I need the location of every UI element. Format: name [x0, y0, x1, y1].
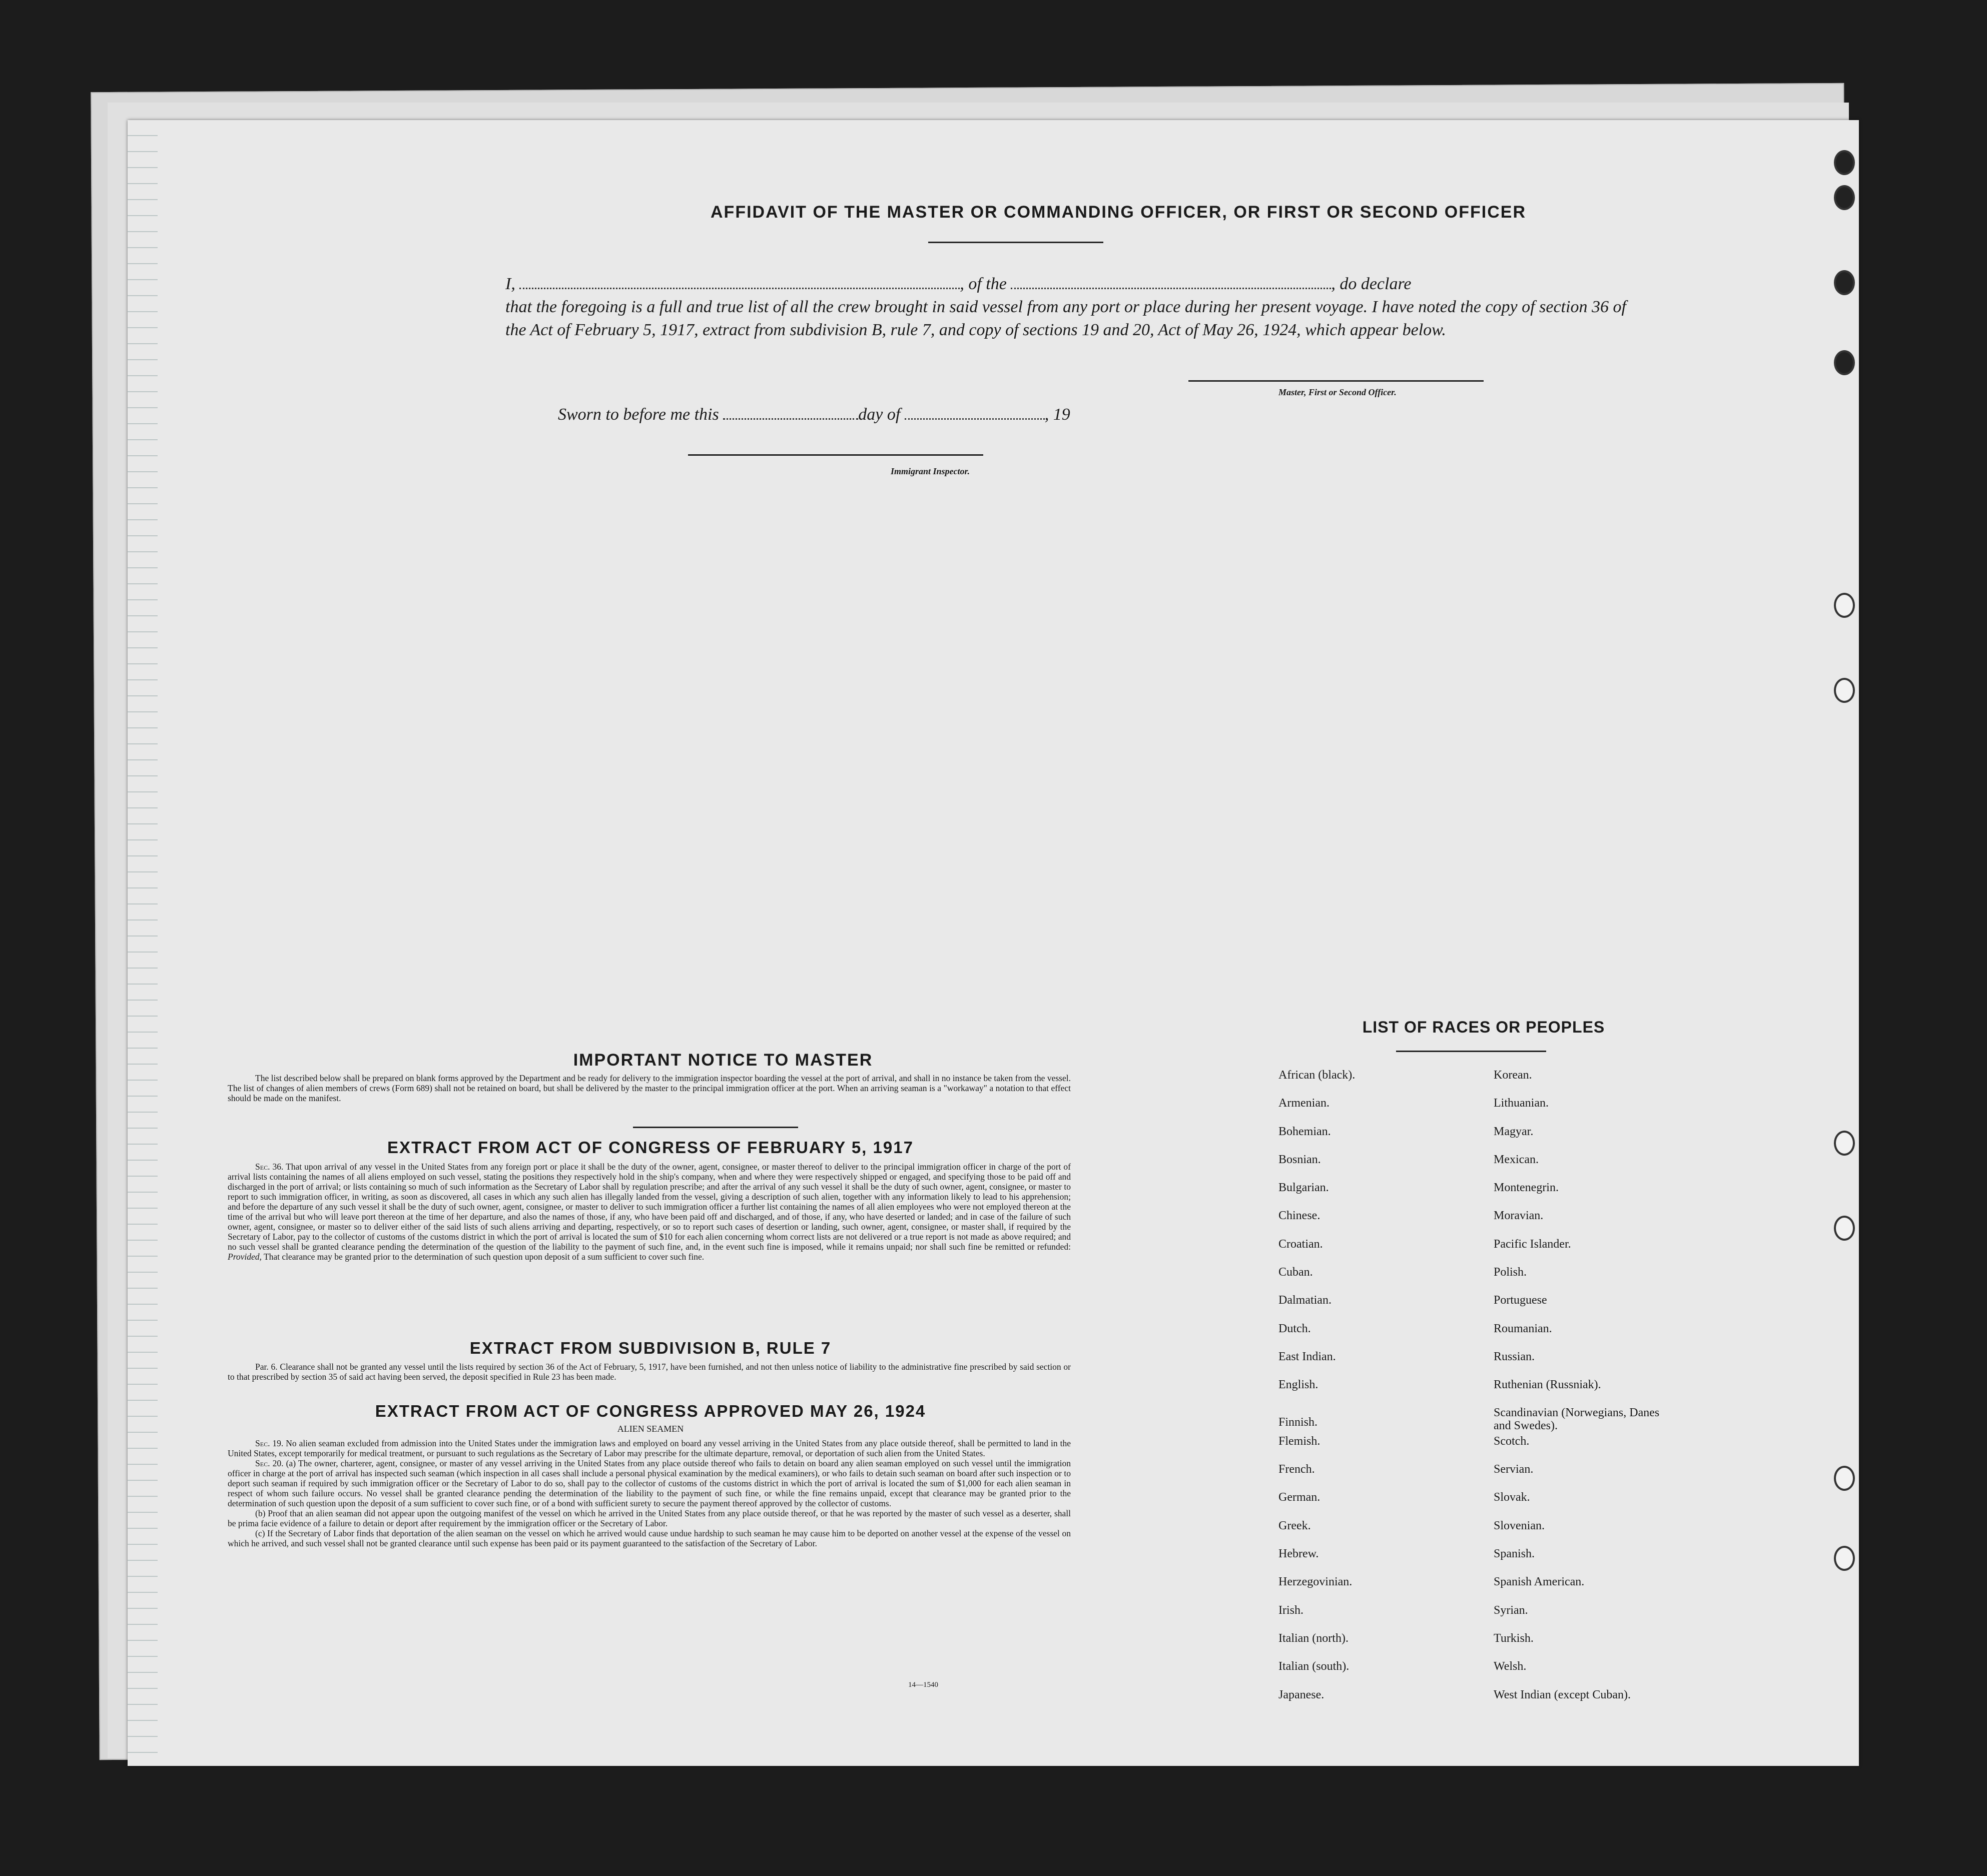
- race-item: Magyar.: [1494, 1125, 1534, 1138]
- race-item: Roumanian.: [1494, 1322, 1552, 1335]
- inspector-signature-line[interactable]: [688, 454, 983, 456]
- sworn-prefix: Sworn to before me this: [558, 405, 719, 424]
- punch-hole: [1834, 678, 1855, 703]
- race-item: Bosnian.: [1278, 1153, 1321, 1166]
- title-divider: [928, 242, 1103, 243]
- notice-text: [228, 1073, 1071, 1103]
- punch-hole: [1834, 1216, 1855, 1241]
- race-item: Italian (south).: [1278, 1660, 1350, 1673]
- race-item: Slovak.: [1494, 1491, 1530, 1504]
- punch-hole: [1834, 593, 1855, 618]
- punch-hole: [1834, 350, 1855, 375]
- race-item: Korean.: [1494, 1069, 1532, 1082]
- sworn-mid: day of: [858, 405, 901, 424]
- extract-1917-title: EXTRACT FROM ACT OF CONGRESS OF FEBRUARY 5, 1917: [387, 1138, 914, 1157]
- race-item: Croatian.: [1278, 1237, 1323, 1251]
- inspector-label: Immigrant Inspector.: [891, 466, 970, 476]
- document-page: [128, 120, 1859, 1766]
- extract-rule7-title: EXTRACT FROM SUBDIVISION B, RULE 7: [469, 1339, 832, 1357]
- race-item: Italian (north).: [1278, 1631, 1349, 1645]
- sworn-line: [558, 405, 1070, 424]
- extract-1924-text: [228, 1438, 1071, 1548]
- race-item: Lithuanian.: [1494, 1097, 1549, 1110]
- affidavit-mid: , of the: [960, 275, 1007, 293]
- race-item: Greek.: [1278, 1519, 1311, 1532]
- race-item: Cuban.: [1278, 1266, 1313, 1279]
- race-item: West Indian (except Cuban).: [1494, 1688, 1631, 1701]
- proviso-label: Provided,: [228, 1252, 262, 1262]
- race-item: Herzegovinian.: [1278, 1575, 1353, 1589]
- race-item: Japanese.: [1278, 1688, 1324, 1701]
- races-column-2: [1494, 1068, 1724, 1716]
- race-item: Welsh.: [1494, 1660, 1527, 1673]
- race-item: Polish.: [1494, 1266, 1527, 1279]
- race-item: Mexican.: [1494, 1153, 1539, 1166]
- race-item: Scotch.: [1494, 1434, 1530, 1448]
- sec20b-text: (b) Proof that an alien seaman did not appear upon the outgoing manifest of the vessel on which he arrived in the United States from any place outside thereof, or that he was reported by the master of such vessel as a deserter, shall be prima facie evidence of a failure to detain or deport after requirement by the immigration officer or the Secretary of Labor.: [228, 1508, 1071, 1528]
- master-signature-line[interactable]: [1188, 380, 1484, 382]
- punch-hole: [1834, 1546, 1855, 1571]
- sec19-label: Sec. 19.: [255, 1438, 284, 1448]
- race-item: Armenian.: [1278, 1097, 1330, 1110]
- punch-hole: [1834, 270, 1855, 295]
- sec20-label: Sec. 20.: [255, 1458, 284, 1468]
- race-item: Bohemian.: [1278, 1125, 1331, 1138]
- vessel-field[interactable]: [1011, 288, 1331, 289]
- race-item: German.: [1278, 1491, 1320, 1504]
- races-divider: [1396, 1051, 1546, 1052]
- margin-ruling: [128, 120, 158, 1766]
- notice-paragraph: The list described below shall be prepared on blank forms approved by the Department and be ready for delivery to the immigration inspector boarding the vessel at the port of arrival, and shall in no instance be taken from the vessel. The list of changes of alien members of crews (Form 689) shall not be retained on board, but shall be delivered by the master to the principal immigration officer at the port. When an arriving seaman is a "workaway" a notation to that effect should be made on the manifest.: [228, 1073, 1071, 1103]
- race-item: East Indian.: [1278, 1350, 1336, 1363]
- races-column-1: [1278, 1068, 1509, 1716]
- affidavit-text: that the foregoing is a full and true list of all the crew brought in said vessel from any port or place during her present voyage. I have noted the copy of section 36 of the Act of February 5, 1917, extract from subdivision B, rule 7, and copy of sections 19 and 20, Act of May 26, 1924, which appear below.: [505, 298, 1626, 339]
- races-title: LIST OF RACES OR PEOPLES: [1362, 1018, 1605, 1036]
- affidavit-prefix: I,: [505, 275, 515, 293]
- extract-1917-text: [228, 1162, 1071, 1262]
- race-item: Dalmatian.: [1278, 1294, 1332, 1307]
- race-item: Turkish.: [1494, 1631, 1534, 1645]
- race-item: Ruthenian (Russniak).: [1494, 1378, 1601, 1392]
- rule7-paragraph: Par. 6. Clearance shall not be granted any vessel until the lists required by section 36 of the Act of February, 5, 1917, have been furnished, and not then unless notice of liability to the administrative fine prescribed by said section or to that prescribed by section 35 of said act having been served, the deposit specified in Rule 23 has been made.: [228, 1362, 1071, 1382]
- punch-hole: [1834, 1466, 1855, 1491]
- affidavit-suffix: , do declare: [1331, 275, 1412, 293]
- sec36-label: Sec. 36.: [255, 1162, 284, 1172]
- race-item: Moravian.: [1494, 1209, 1544, 1223]
- race-item: Montenegrin.: [1494, 1181, 1559, 1195]
- punch-hole: [1834, 1131, 1855, 1156]
- sec20a-text: (a) The owner, charterer, agent, consignee, or master of any vessel arriving in the United States from any place outside thereof who fails to detain on board any alien seaman employed on such vessel until the immigration officer in charge at the port of arrival has inspected such seaman (which inspection in all cases shall include a personal physical examination by the medical examiners), or who fails to detain such seaman on board after such inspection or to deport such seaman if required by such immigration officer or the Secretary of Labor to do so, shall pay to the collector of customs of the customs district in which the port of arrival is located the sum of $1,000 for each alien seaman in respect of whom such failure occurs. No vessel shall be granted clearance pending the determination of the liability to the payment of such fine, or while the fine remains unpaid, except that clearance may be granted prior to the determination of such question upon the deposit of a sum sufficient to cover such fine, or of a bond with sufficient surety to secure the payment thereof approved by the collector of customs.: [228, 1458, 1071, 1508]
- form-number: 14—1540: [908, 1681, 938, 1689]
- race-item: African (black).: [1278, 1069, 1356, 1082]
- race-item: Slovenian.: [1494, 1519, 1545, 1532]
- race-item: Hebrew.: [1278, 1547, 1319, 1561]
- extract-1924-title: EXTRACT FROM ACT OF CONGRESS APPROVED MAY 26, 1924: [375, 1402, 926, 1420]
- affidavit-title: AFFIDAVIT OF THE MASTER OR COMMANDING OFFICER, OR FIRST OR SECOND OFFICER: [711, 203, 1526, 222]
- day-field[interactable]: [723, 418, 858, 420]
- punch-hole: [1834, 150, 1855, 175]
- sec36-text: That upon arrival of any vessel in the United States from any foreign port or place it shall be the duty of the owner, agent, consignee, or master thereof to deliver to the principal immigration officer in charge of the port of arrival lists containing the names of all aliens employed on such vessel, stating the positions they respectively hold in the ship's company, when and where they were respectively shipped or engaged, and specifying those to be paid off and discharged in the port of arrival; or lists containing so much of such information as the Secretary of Labor shall by regulation prescribe; and after the arrival of any such vessel it shall be the duty of such owner, agent, consignee, or master to report to such immigration officer, in writing, as soon as discovered, all cases in which any such alien has illegally landed from the vessel, giving a description of such alien, together with any information likely to lead to his apprehension; and before the departure of any such vessel it shall be the duty of such owner, agent, consignee, or master to deliver to such immigration officer a further list containing the names of all alien employees who were not employed thereon at the time of the arrival but who will leave port thereon at the time of her departure, and also the names of those, if any, who have been paid off and discharged, and of those, if any, who have deserted or landed; and in case of the failure of such owner, agent, consignee, or master so to deliver either of the said lists of such aliens arriving and departing, respectively, or so to report such cases of desertion or landing, such owner, agent, consignee, or master shall, if required by the Secretary of Labor, pay to the collector of customs of the customs district in which the port of arrival is located the sum of $10 for each alien concerning whom correct lists are not delivered or a true report is not made as above required; and no such vessel shall be granted clearance pending the determination of the question of the liability to the payment of such fine, and, in the event such fine is imposed, while it remains unpaid; nor shall such fine be remitted or refunded:: [228, 1162, 1071, 1252]
- race-item: French.: [1278, 1463, 1315, 1476]
- notice-divider: [633, 1127, 798, 1128]
- month-field[interactable]: [905, 418, 1045, 420]
- race-item: Pacific Islander.: [1494, 1237, 1571, 1251]
- race-item: Flemish.: [1278, 1434, 1320, 1448]
- affidavit-body: [505, 273, 1626, 342]
- alien-seamen-subtitle: ALIEN SEAMEN: [617, 1424, 684, 1434]
- race-item: English.: [1278, 1378, 1318, 1392]
- sec19-text: No alien seaman excluded from admission into the United States under the immigration laws and employed on board any vessel arriving in the United States from any place outside thereof, shall be permitted to land in the United States, except temporarily for medical treatment, or pursuant to such regulations as the Secretary of Labor may prescribe for the ultimate departure, removal, or deportation of such alien from the United States.: [228, 1438, 1071, 1458]
- race-item: Chinese.: [1278, 1209, 1320, 1223]
- name-field[interactable]: [519, 288, 960, 289]
- race-item: Finnish.: [1278, 1415, 1318, 1429]
- race-item: Dutch.: [1278, 1322, 1311, 1335]
- punch-hole: [1834, 185, 1855, 210]
- notice-title: IMPORTANT NOTICE TO MASTER: [573, 1051, 873, 1070]
- race-item: Russian.: [1494, 1350, 1535, 1363]
- sworn-suffix: , 19: [1044, 405, 1070, 424]
- race-item: Spanish.: [1494, 1547, 1535, 1561]
- race-item: Syrian.: [1494, 1603, 1528, 1617]
- race-item: Spanish American.: [1494, 1575, 1585, 1589]
- master-signature-label: Master, First or Second Officer.: [1278, 387, 1397, 397]
- race-item: Servian.: [1494, 1463, 1534, 1476]
- extract-rule7-text: [228, 1362, 1071, 1382]
- sec20c-text: (c) If the Secretary of Labor finds that deportation of the alien seaman on the vessel on which he arrived would cause undue hardship to such seaman he may cause him to be deported on another vessel at the expense of the vessel on which he arrived, and such vessel shall not be granted clearance until such expense has been paid or its payment guaranteed to the satisfaction of the Secretary of Labor.: [228, 1528, 1071, 1548]
- proviso-text: That clearance may be granted prior to the determination of such question upon deposit of a sum sufficient to cover such fine.: [263, 1252, 705, 1262]
- race-item: Bulgarian.: [1278, 1181, 1329, 1195]
- race-item: Irish.: [1278, 1603, 1303, 1617]
- race-item: Portuguese: [1494, 1294, 1547, 1307]
- race-item: Scandinavian (Norwegians, Danes and Swedes).: [1494, 1406, 1660, 1432]
